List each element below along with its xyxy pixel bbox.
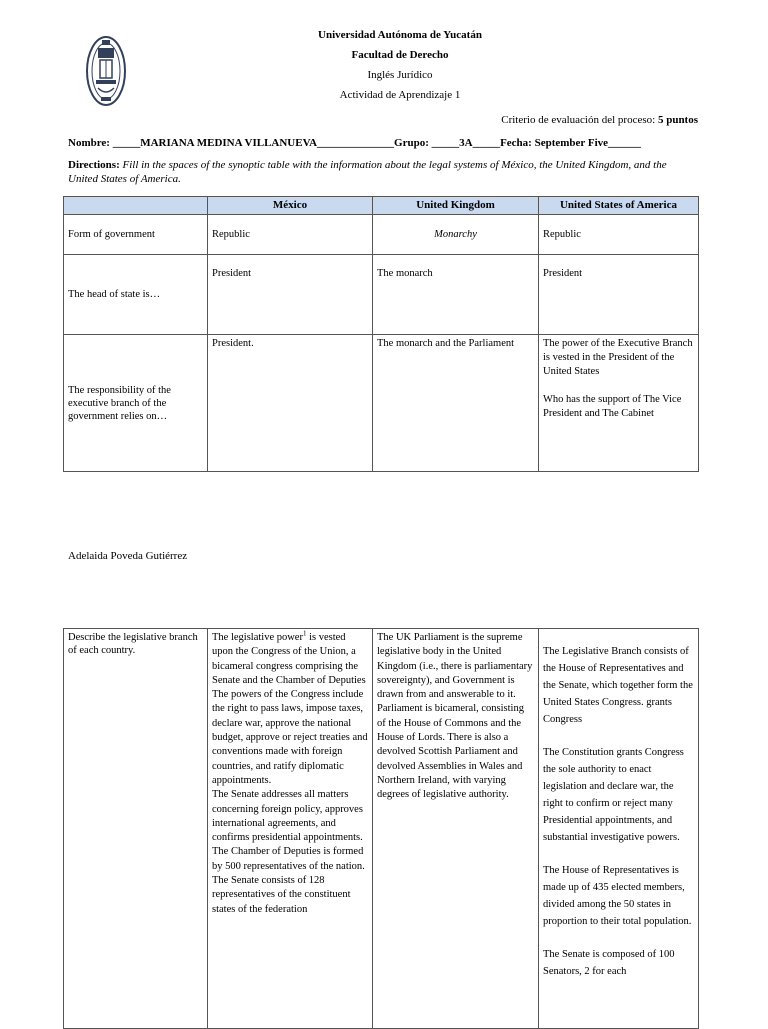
- mexico-para: [212, 631, 368, 688]
- mexico-para: The Senate consists of 128 representatives of the constituent states of the federation: [212, 875, 351, 915]
- row-label: Form of government: [64, 215, 208, 255]
- mexico-para: The powers of the Congress include the right to pass laws, impose taxes, declare war, approve the national budget, approve or reject treaties and conventions made with foreign countries, and ratify diplomatic appointments.: [212, 689, 368, 786]
- university-seal-logo: [84, 34, 128, 108]
- directions: [68, 158, 698, 186]
- header-uk: United Kingdom: [373, 197, 539, 215]
- table-row: [64, 335, 699, 472]
- author-name: Adelaida Poveda Gutiérrez: [68, 550, 188, 562]
- faculty-name: Facultad de Derecho: [351, 49, 449, 61]
- header-blank: [64, 197, 208, 215]
- cell-usa: [539, 335, 699, 472]
- activity-title: Actividad de Aprendizaje 1: [339, 89, 461, 101]
- criteria-text: Criterio de evaluación del proceso:: [501, 114, 656, 126]
- cell-uk: The UK Parliament is the supreme legislative body in the United Kingdom (i.e., there is parliamentary sovereignty), and Government is drawn from and answerable to it. Parliament is bicameral, consisting of the House of Commons and the House of Lords. There is also a devolved Scottish Parliament and devolved Assemblies in Wales and Northern Ireland, with varying degrees of legislative authority.: [373, 629, 539, 1029]
- usa-para: The Constitution grants Congress the sole authority to enact legislation and declare war, the right to confirm or reject many Presidential appointments, and substantial investigative powers.: [543, 747, 684, 843]
- footnote-marker: 1: [302, 629, 307, 638]
- mexico-text: The legislative power: [212, 632, 303, 643]
- cell-mexico: President: [208, 255, 373, 335]
- directions-text: Fill in the spaces of the synoptic table with the information about the legal systems of México, the United Kingdom, and the United States of America.: [68, 159, 667, 185]
- usa-para: The Legislative Branch consists of the House of Representatives and the Senate, which together form the United States Congress. grants Congress: [543, 646, 693, 725]
- cell-mexico: [208, 629, 373, 1029]
- cell-usa: [539, 629, 699, 1029]
- table-row: [64, 629, 699, 1029]
- student-info-line: Nombre: _____MARIANA MEDINA VILLANUEVA______________Grupo: _____3A_____Fecha: September Five______: [68, 137, 642, 149]
- usa-para: The House of Representatives is made up of 435 elected members, divided among the 50 states in proportion to their total population.: [543, 865, 692, 927]
- table-row: [64, 215, 699, 255]
- mexico-para: The Senate addresses all matters concerning foreign policy, approves international agreements, and confirms presidential appointments.: [212, 789, 363, 844]
- directions-label: Directions:: [68, 159, 120, 171]
- usa-executive-text: The power of the Executive Branch is vested in the President of the United States: [543, 338, 693, 377]
- cell-uk: The monarch and the Parliament: [373, 335, 539, 472]
- table-row: [64, 255, 699, 335]
- mexico-para: The Chamber of Deputies is formed by 500 representatives of the nation.: [212, 846, 365, 872]
- usa-para: The Senate is composed of 100 Senators, 2 for each: [543, 949, 675, 977]
- cell-uk: Monarchy: [373, 215, 539, 255]
- course-name: Inglés Jurídico: [367, 69, 433, 81]
- table-header-row: [64, 197, 699, 215]
- usa-executive-support: Who has the support of The Vice President and The Cabinet: [543, 394, 682, 419]
- criteria-points: 5 puntos: [657, 114, 698, 126]
- cell-mexico: Republic: [208, 215, 373, 255]
- cell-usa: Republic: [539, 215, 699, 255]
- row-label: The head of state is…: [64, 255, 208, 335]
- legislative-table: [63, 628, 699, 1029]
- cell-uk: The monarch: [373, 255, 539, 335]
- mexico-text: is vested upon the Congress of the Union, a bicameral congress comprising the Senate and the Chamber of Deputies: [212, 632, 366, 686]
- cell-mexico: President.: [208, 335, 373, 472]
- header-mexico: México: [208, 197, 373, 215]
- synoptic-table: [63, 196, 699, 472]
- header-usa: United States of America: [539, 197, 699, 215]
- university-name: Universidad Autónoma de Yucatán: [318, 29, 482, 41]
- cell-usa: President: [539, 255, 699, 335]
- row-label: Describe the legislative branch of each country.: [64, 629, 208, 1029]
- row-label: The responsibility of the executive branch of the government relies on…: [64, 335, 208, 472]
- evaluation-criteria: [501, 114, 698, 126]
